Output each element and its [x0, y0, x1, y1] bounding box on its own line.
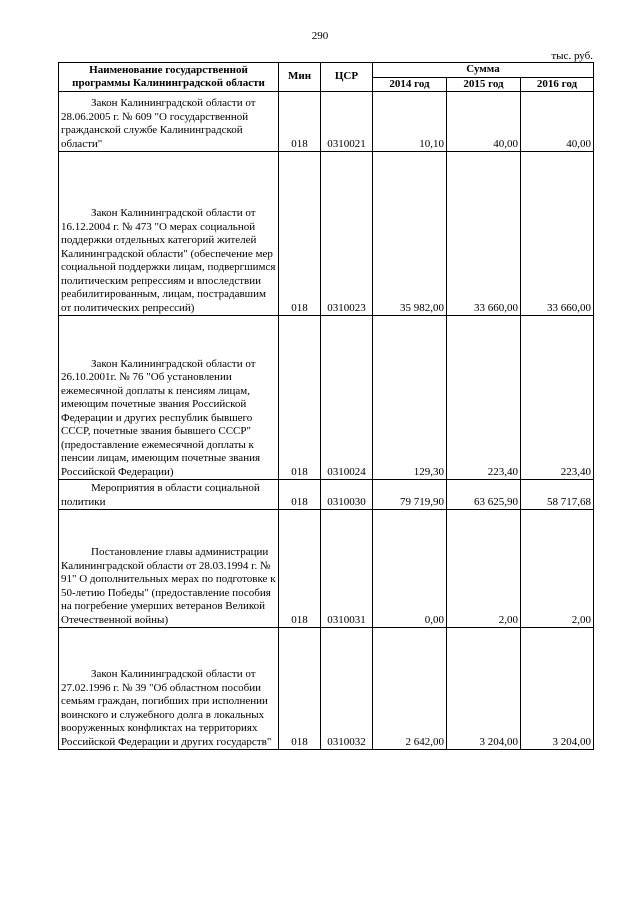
table-row — [59, 510, 594, 628]
header-min: Мин — [279, 63, 321, 92]
table-row — [59, 316, 594, 480]
table-row — [59, 152, 594, 316]
row-value-2016: 58 717,68 — [521, 480, 594, 510]
row-value-2015: 33 660,00 — [447, 152, 521, 316]
header-csr: ЦСР — [321, 63, 373, 92]
row-value-2016: 223,40 — [521, 316, 594, 480]
row-min: 018 — [279, 152, 321, 316]
row-value-2015: 2,00 — [447, 510, 521, 628]
row-value-2015: 3 204,00 — [447, 628, 521, 750]
row-name-text: Мероприятия в области социальной политики — [61, 482, 260, 508]
row-csr: 0310032 — [321, 628, 373, 750]
row-value-2014: 79 719,90 — [373, 480, 447, 510]
row-name — [59, 316, 279, 480]
row-value-2014: 2 642,00 — [373, 628, 447, 750]
header-year-2016: 2016 год — [521, 77, 594, 92]
row-csr: 0310024 — [321, 316, 373, 480]
table-row — [59, 92, 594, 152]
row-value-2016: 40,00 — [521, 92, 594, 152]
row-min: 018 — [279, 92, 321, 152]
row-value-2016: 33 660,00 — [521, 152, 594, 316]
unit-label: тыс. руб. — [551, 50, 593, 62]
row-value-2015: 63 625,90 — [447, 480, 521, 510]
row-value-2016: 3 204,00 — [521, 628, 594, 750]
row-name — [59, 480, 279, 510]
header-year-2014: 2014 год — [373, 77, 447, 92]
row-csr: 0310030 — [321, 480, 373, 510]
table-row — [59, 628, 594, 750]
row-name — [59, 510, 279, 628]
header-year-2015: 2015 год — [447, 77, 521, 92]
row-name — [59, 152, 279, 316]
row-csr: 0310021 — [321, 92, 373, 152]
row-value-2014: 0,00 — [373, 510, 447, 628]
row-csr: 0310031 — [321, 510, 373, 628]
row-name-text: Закон Калининградской области от 16.12.2004 г. № 473 "О мерах социальной поддержки отдельных категорий жителей Калининградской области" (обеспечение мер социальной поддержки лицам, подвергшимся политическим репрессиям и впоследствии реабилитированным, лицам, пострадавшим от политических репрессий) — [61, 207, 276, 314]
header-name: Наименование государственной программы Калининградской области — [59, 63, 279, 92]
row-min: 018 — [279, 480, 321, 510]
row-min: 018 — [279, 316, 321, 480]
header-sum: Сумма — [373, 63, 594, 78]
row-min: 018 — [279, 510, 321, 628]
row-value-2016: 2,00 — [521, 510, 594, 628]
page-number: 290 — [311, 30, 329, 42]
table-row — [59, 480, 594, 510]
budget-table — [58, 62, 594, 750]
row-name-text: Закон Калининградской области от 27.02.1996 г. № 39 "Об областном пособии семьям граждан, погибших при исполнении воинского и служебного долга в локальных вооруженных конфликтах на территориях Российской Федерации и других государств" — [61, 668, 272, 748]
row-name-text: Закон Калининградской области от 26.10.2001г. № 76 "Об установлении ежемесячной доплаты к пенсиям лицам, имеющим почетные звания Российской Федерации и других республик бывшего СССР, почетные звания бывшего СССР" (предоставление ежемесячной доплаты к пенсии лицам, имеющим почетные звания Российской Федерации) — [61, 357, 261, 478]
row-value-2014: 35 982,00 — [373, 152, 447, 316]
row-value-2015: 40,00 — [447, 92, 521, 152]
row-min: 018 — [279, 628, 321, 750]
row-csr: 0310023 — [321, 152, 373, 316]
row-name — [59, 628, 279, 750]
row-value-2014: 129,30 — [373, 316, 447, 480]
row-name-text: Постановление главы администрации Калининградской области от 28.03.1994 г. № 91" О дополнительных мерах по подготовке к 50-летию Победы" (предоставление пособия на погребение умерших ветеранов Великой Отечественной войны) — [61, 546, 276, 626]
row-name — [59, 92, 279, 152]
row-value-2015: 223,40 — [447, 316, 521, 480]
row-name-text: Закон Калининградской области от 28.06.2005 г. № 609 "О государственной гражданской службе Калининградской области" — [61, 97, 256, 150]
row-value-2014: 10,10 — [373, 92, 447, 152]
